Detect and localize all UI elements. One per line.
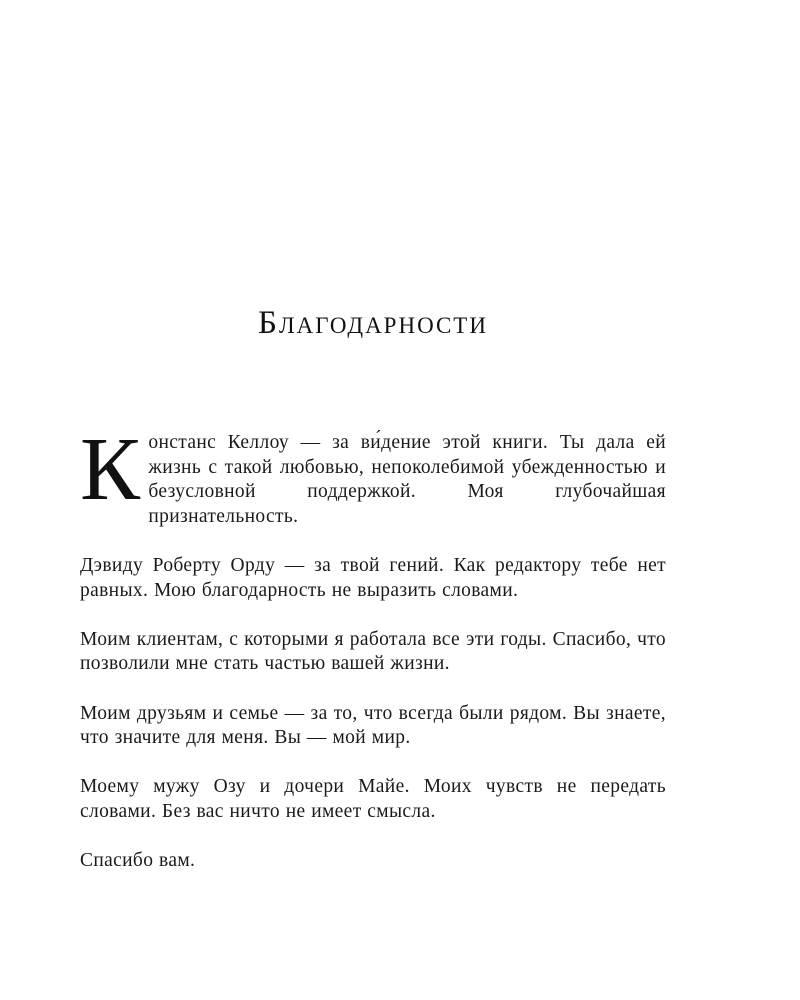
paragraph-4: Моим друзьям и семье — за то, что всегда были рядом. Вы знаете, что значите для меня. Вы — мой мир. <box>80 702 666 749</box>
paragraph-2: Дэвиду Роберту Орду — за твой гений. Как редактору тебе нет равных. Мою благодарность не выразить словами. <box>80 554 666 601</box>
paragraph-6: Спасибо вам. <box>80 850 196 872</box>
paragraph-1 <box>80 420 666 529</box>
drop-cap-letter: К <box>80 420 141 519</box>
acknowledgements-text <box>80 420 666 898</box>
paragraph-3: Моим клиентам, с которыми я работала все эти годы. Спасибо, что позволили мне стать частью вашей жизни. <box>80 628 666 675</box>
paragraph-5: Моему мужу Озу и дочери Майе. Моих чувств не передать словами. Без вас ничто не имеет смысла. <box>80 776 666 822</box>
chapter-title: Благодарности <box>258 305 488 341</box>
paragraph-1-text: онстанс Келлоу — за ви́дение этой книги. Ты дала ей жизнь с такой любовью, непоколебимой убежденностью и безусловной поддержкой. Моя глубочайшая признательность. <box>148 432 666 527</box>
